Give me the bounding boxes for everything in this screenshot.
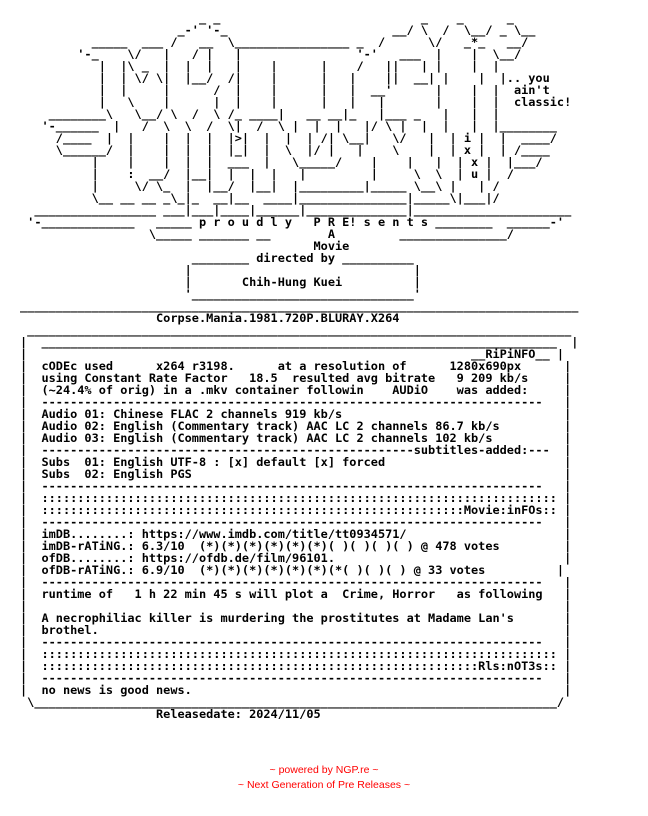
nfo-line: \__ __ __ _\_|_ __|__ ____|_______________|_____\|___|/	[20, 191, 500, 205]
nfo-line: | :::::::::::::::::::::::::::::::::::::::::::::::::::::::::::::::::::::::: |	[20, 647, 572, 661]
nfo-line: | Audio 02: English (Commentary track) AAC LC 2 channels 86.7 kb/s |	[20, 419, 572, 433]
nfo-line: \_________________________________________________________________________/	[20, 695, 565, 709]
tagline-text: ~ Next Generation of Pre Releases ~	[237, 779, 411, 791]
nfo-line: | ---------------------------------------------------------------------- |	[20, 575, 572, 589]
nfo-line: | ofDB-rATiNG.: 6.9/10 (*)(*)(*)(*)(*)(*)(*( )( )( ) @ 33 votes |	[20, 563, 565, 577]
nfo-line: _________________ ___|___|____|______|______________|______________________	[20, 203, 572, 217]
nfo-line: ______________________________________________________________________________	[20, 299, 579, 313]
nfo-line: | Subs 01: English UTF-8 : [x] default [x] forced |	[20, 455, 572, 469]
nfo-line: _-' '-_ __/ \ / \__/ _ \__	[20, 23, 536, 37]
nfo-line: | ----------------------------------------------------subtitles-added:--- |	[20, 443, 572, 457]
nfo-line: Corpse.Mania.1981.720P.BLURAY.X264	[20, 311, 400, 325]
nfo-line: Releasedate: 2024/11/05	[20, 707, 321, 721]
nfo-line: | ---------------------------------------------------------------------- |	[20, 635, 572, 649]
nfo-line: | ---------------------------------------------------------------------- |	[20, 479, 572, 493]
nfo-line: | ---------------------------------------------------------------------- |	[20, 515, 572, 529]
nfo-line: | ---------------------------------------------------------------------- |	[20, 395, 572, 409]
nfo-line: | : __/ |__| | | | | | \ \ | u | /	[20, 167, 514, 181]
nfo-line: /____ | | | | | |>| | | | /| \__| \/ | | i | | ____/	[20, 131, 557, 145]
nfo-line: | :::::::::::::::::::::::::::::::::::::::::::::::::::::::::::::Rls:nOT3s:: |	[20, 659, 572, 673]
nfo-line: | \ | | | | | | | | | | classic!	[20, 95, 572, 109]
nfo-line: _ _ _ _ _	[20, 11, 514, 25]
nfo-line: | | | | | ___ | \_____/ | | | | x | |___/	[20, 155, 543, 169]
nfo-line: | Audio 03: English (Commentary track) AAC LC 2 channels 102 kb/s |	[20, 431, 572, 445]
nfo-line: | runtime of 1 h 22 min 45 s will plot a Crime, Horror as following |	[20, 587, 572, 601]
nfo-line: '-______ | / \ \ / \| / \ | | | |/ \ | | | | |________	[20, 119, 557, 133]
nfo-line: | | | / | | | | __' | | | ain't	[20, 83, 550, 97]
nfo-line: _____ ___ / __ \________________ _ / \/ _*_ __/	[20, 35, 529, 49]
nfo-text-block	[20, 12, 640, 720]
nfo-line: | :::::::::::::::::::::::::::::::::::::::::::::::::::::::::::::::::::::::: |	[20, 491, 572, 505]
nfo-line: | |	[20, 263, 421, 277]
nfo-line: \______/ | | | | |_| | \ |/ | | \ | | x | | /____	[20, 143, 550, 157]
nfo-line: | |\ _ | | | | | | / || | | | |	[20, 59, 500, 73]
nfo-line: | imDB........: https://www.imdb.com/title/tt0934571/ |	[20, 527, 572, 541]
nfo-line: | \/ \_ | |__/ |__| |_________|_____ \__\ | | /	[20, 179, 500, 193]
nfo-line: \_____ _______ __ A _______________/	[20, 227, 514, 241]
nfo-line: | ofDB........: https://ofdb.de/film/96101. |	[20, 551, 572, 565]
nfo-line: '-_ \/ | / | | '-' ___ | | \__/	[20, 47, 522, 61]
powered-by-text: ~ powered by NGP.re ~	[269, 764, 379, 776]
nfo-line: | |	[20, 599, 572, 613]
nfo-line: | ________________________________________________________________________ |	[20, 335, 579, 349]
nfo-line: ________ directed by __________	[20, 251, 414, 265]
nfo-line: | (~24.4% of orig) in a .mkv container followin AUDiO was added: |	[20, 383, 572, 397]
nfo-line: | cODEc used x264 r3198. at a resolution of 1280x690px |	[20, 359, 572, 373]
nfo-line: | __RiPiNFO__ |	[20, 347, 565, 361]
nfo-line: ________\ \__/ \ / \ /_ ____| __ __|_ |___ _ | | |	[20, 107, 500, 121]
nfo-line: ____________________________________________________________________________	[20, 323, 572, 337]
nfo-line: '-_____________ _____ p r o u d l y P R E! s e n t s ________ ______-'	[20, 215, 565, 229]
nfo-line: | imDB-rATiNG.: 6.3/10 (*)(*)(*)(*)(*)(*)( )( )( )( ) @ 478 votes |	[20, 539, 572, 553]
nfo-line: | A necrophiliac killer is murdering the prostitutes at Madame Lan's |	[20, 611, 572, 625]
nfo-line: '_______________________________'	[20, 287, 421, 301]
nfo-line: | using Constant Rate Factor 18.5 resulted avg bitrate 9 209 kb/s |	[20, 371, 572, 385]
nfo-line: | no news is good news. |	[20, 683, 572, 697]
nfo-line: | brothel. |	[20, 623, 572, 637]
nfo-line: | :::::::::::::::::::::::::::::::::::::::::::::::::::::::::::Movie:inFOs:: |	[20, 503, 572, 517]
nfo-line: | ---------------------------------------------------------------------- |	[20, 671, 572, 685]
nfo-line: | Audio 01: Chinese FLAC 2 channels 919 kb/s |	[20, 407, 572, 421]
nfo-line: | Subs 02: English PGS |	[20, 467, 572, 481]
nfo-line: | Chih-Hung Kuei |	[20, 275, 421, 289]
nfo-line: Movie	[20, 239, 350, 253]
nfo-line: | | \/ \| |__/ /| | | | || __| | | |.. you	[20, 71, 550, 85]
